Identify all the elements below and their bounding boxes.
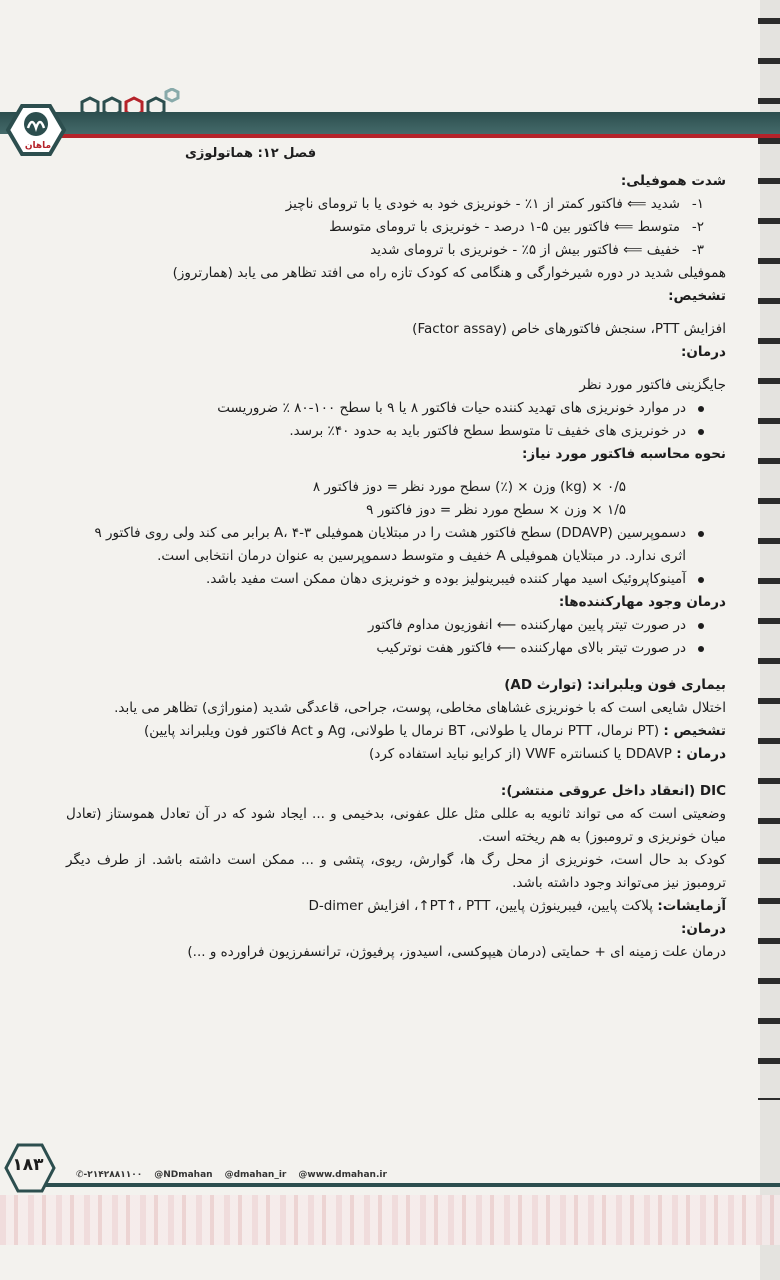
page-content [66, 170, 726, 964]
list-item: در خونریزی های خفیف تا متوسط سطح فاکتور باید به حدود ۴۰٪ برسد. [66, 420, 686, 443]
treatment-list [66, 397, 726, 443]
dic-labs [66, 895, 726, 918]
footer-phone: ✆-۲۱۴۲۸۸۱۱۰۰ [76, 1170, 143, 1180]
severity-list [66, 193, 726, 262]
footer-instagram: @NDmahan [154, 1170, 213, 1180]
mahan-logo-icon [0, 100, 70, 160]
footer-contacts [76, 1170, 387, 1180]
vwd-diagnosis-text: (PT نرمال، PTT نرمال یا طولانی، BT نرمال یا طولانی، Ag و Act فاکتور فون ویلبراند پایین) [144, 723, 660, 739]
list-item [66, 216, 704, 239]
footer-line [40, 1183, 780, 1187]
footer-website: @www.dmahan.ir [298, 1170, 387, 1180]
dic-treatment-heading: درمان: [680, 921, 726, 937]
inhibitors-list [66, 614, 726, 660]
treatment-intro: جایگزینی فاکتور مورد نظر [579, 377, 726, 393]
page-number: ۱۸۳ [12, 1155, 44, 1175]
item-text: خفیف ⟸ فاکتور بیش از ۵٪ - خونریزی با ترومای شدید [370, 242, 680, 258]
header-red-line [60, 134, 780, 138]
dic-paragraph-2: کودک بد حال است، خونریزی از محل رگ ها، گوارش، ریوی، پتشی و ... ممکن است داشته باشد. از طرف دیگر ترومبوز نیز می‌تواند وجود داشته باشد. [66, 852, 726, 891]
vwd-diagnosis-label: تشخیص : [663, 723, 726, 739]
list-item [66, 239, 704, 262]
vwd-text: اختلال شایعی است که با خونریزی غشاهای مخاطی، پوست، جراحی، قاعدگی شدید (منوراژی) تظاهر می یابد. [114, 700, 726, 716]
calc-heading: نحوه محاسبه فاکتور مورد نیاز: [521, 446, 726, 462]
dic-labs-label: آزمایشات: [657, 898, 726, 914]
dic-paragraph-1: وضعیتی است که می تواند ثانویه به عللی مثل علل عفونی، بدخیمی و ... ایجاد شود که در آن تعادل هموستاز (تعادل میان خونریزی و ترومبوز) به هم ریخته است. [66, 806, 726, 845]
list-item: دسموپرسین (DDAVP) سطح فاکتور هشت را در مبتلایان هموفیلی A، ۴-۳ برابر می کند ولی روی فاکتور ۹ اثری ندارد. در مبتلایان هموفیلی A خفیف و متوسط دسموپرسین به عنوان درمان انتخابی است. [66, 522, 686, 568]
bottom-decoration [0, 1195, 780, 1245]
dic-heading: DIC (انعقاد داخل عروقی منتشر): [500, 783, 726, 799]
item-number: ۳- [691, 242, 704, 258]
logo-text: ماهان [24, 141, 52, 151]
vwd-treatment-text: DDAVP یا کنسانتره VWF (از کرایو نباید استفاده کرد) [369, 746, 672, 762]
list-item: در صورت تیتر پایین مهارکننده ⟵ انفوزیون مداوم فاکتور [66, 614, 686, 637]
diagnosis-text: افزایش PTT، سنجش فاکتورهای خاص (Factor assay) [412, 321, 726, 337]
binder-rings [758, 0, 780, 1100]
dic-labs-text: پلاکت پایین، فیبرینوژن پایین، PT↑، PTT↑، افزایش D-dimer [308, 898, 654, 914]
formula-factor-9: ۱/۵ × وزن × سطح مورد نظر = دوز فاکتور ۹ [366, 502, 626, 518]
list-item: در موارد خونریزی های تهدید کننده حیات فاکتور ۸ یا ۹ با سطح ۱۰۰-۸۰ ٪ ضروریست [66, 397, 686, 420]
item-text: متوسط ⟸ فاکتور بین ۵-۱ درصد - خونریزی با ترومای متوسط [329, 219, 680, 235]
item-text: شدید ⟸ فاکتور کمتر از ۱٪ - خونریزی خود به خودی یا با ترومای ناچیز [285, 196, 680, 212]
treatment-heading: درمان: [680, 344, 726, 360]
footer-telegram: @dmahan_ir [224, 1170, 287, 1180]
vwd-treatment-label: درمان : [676, 746, 726, 762]
vwd-heading: بیماری فون ویلبراند: (توارث AD) [504, 677, 726, 693]
list-item [66, 193, 704, 216]
severity-note: هموفیلی شدید در دوره شیرخوارگی و هنگامی که کودک تازه راه می افتد تظاهر می یابد (همارتروز) [172, 265, 726, 281]
item-number: ۱- [691, 196, 704, 212]
dic-treatment-text: درمان علت زمینه ای + حمایتی (درمان هیپوکسی، اسیدوز، پرفیوژن، ترانسفرزیون فراورده و ...) [187, 944, 726, 960]
calc-list [66, 522, 726, 591]
vwd-treatment [66, 743, 726, 766]
item-number: ۲- [691, 219, 704, 235]
inhibitors-heading: درمان وجود مهارکننده‌ها: [558, 594, 726, 610]
diagnosis-heading: تشخیص: [668, 288, 726, 304]
vwd-diagnosis [66, 720, 726, 743]
header-band [0, 112, 780, 134]
chapter-title: فصل ۱۲: هماتولوژی [185, 146, 317, 161]
list-item: در صورت تیتر بالای مهارکننده ⟵ فاکتور هفت نوترکیب [66, 637, 686, 660]
formula-factor-8: ۰/۵ × (kg) وزن × (٪) سطح مورد نظر = دوز فاکتور ۸ [312, 479, 626, 495]
list-item: آمینوکاپروئیک اسید مهار کننده فیبرینولیز بوده و خونریزی دهان ممکن است مفید باشد. [66, 568, 686, 591]
severity-heading: شدت هموفیلی: [620, 173, 726, 189]
